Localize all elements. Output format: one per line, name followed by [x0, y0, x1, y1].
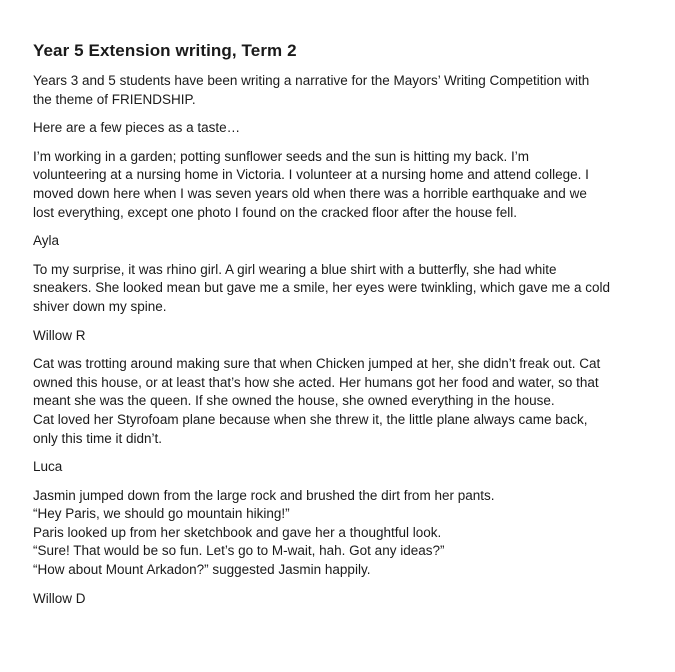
story-excerpt: Jasmin jumped down from the large rock and brushed the dirt from her pants. “Hey Paris, we should go mountain hiking!” Paris looked up from her sketchbook and gave her a thoughtful look. “Sure! That would be so fun. Let’s go to M-wait, hah. Got any ideas?” “How about Mount Arkadon?” suggested Jasmin happily. [33, 487, 495, 578]
story-excerpt: I’m working in a garden; potting sunflower seeds and the sun is hitting my back. I’m volunteering at a nursing home in Victoria. I volunteer at a nursing home and attend college. I moved down here when I was seven years old when there was a horrible earthquake and we lost everything, except one photo I found on the cracked floor after the house fell. [33, 148, 589, 220]
author-name: Luca [33, 459, 63, 475]
intro-paragraph: Years 3 and 5 students have been writing a narrative for the Mayors’ Writing Competition with the theme of FRIENDSHIP. [33, 73, 590, 107]
story-excerpt: Cat was trotting around making sure that when Chicken jumped at her, she didn’t freak out. Cat owned this house, or at least that’s how she acted. Her humans got her food and water, so that meant she was the queen. If she owned the house, she owned everything in the house. Cat loved her Styrofoam plane because when she threw it, the little plane always came back, only this time it didn’t. [33, 356, 601, 446]
document [33, 40, 648, 618]
teaser-paragraph: Here are a few pieces as a taste… [33, 120, 241, 136]
author-name: Ayla [33, 233, 60, 249]
document-title: Year 5 Extension writing, Term 2 [33, 41, 297, 60]
author-name: Willow R [33, 327, 86, 343]
author-name: Willow D [33, 590, 86, 606]
story-excerpt: To my surprise, it was rhino girl. A girl wearing a blue shirt with a butterfly, she had white sneakers. She looked mean but gave me a smile, her eyes were twinkling, which gave me a cold shiver down my spine. [33, 261, 611, 314]
